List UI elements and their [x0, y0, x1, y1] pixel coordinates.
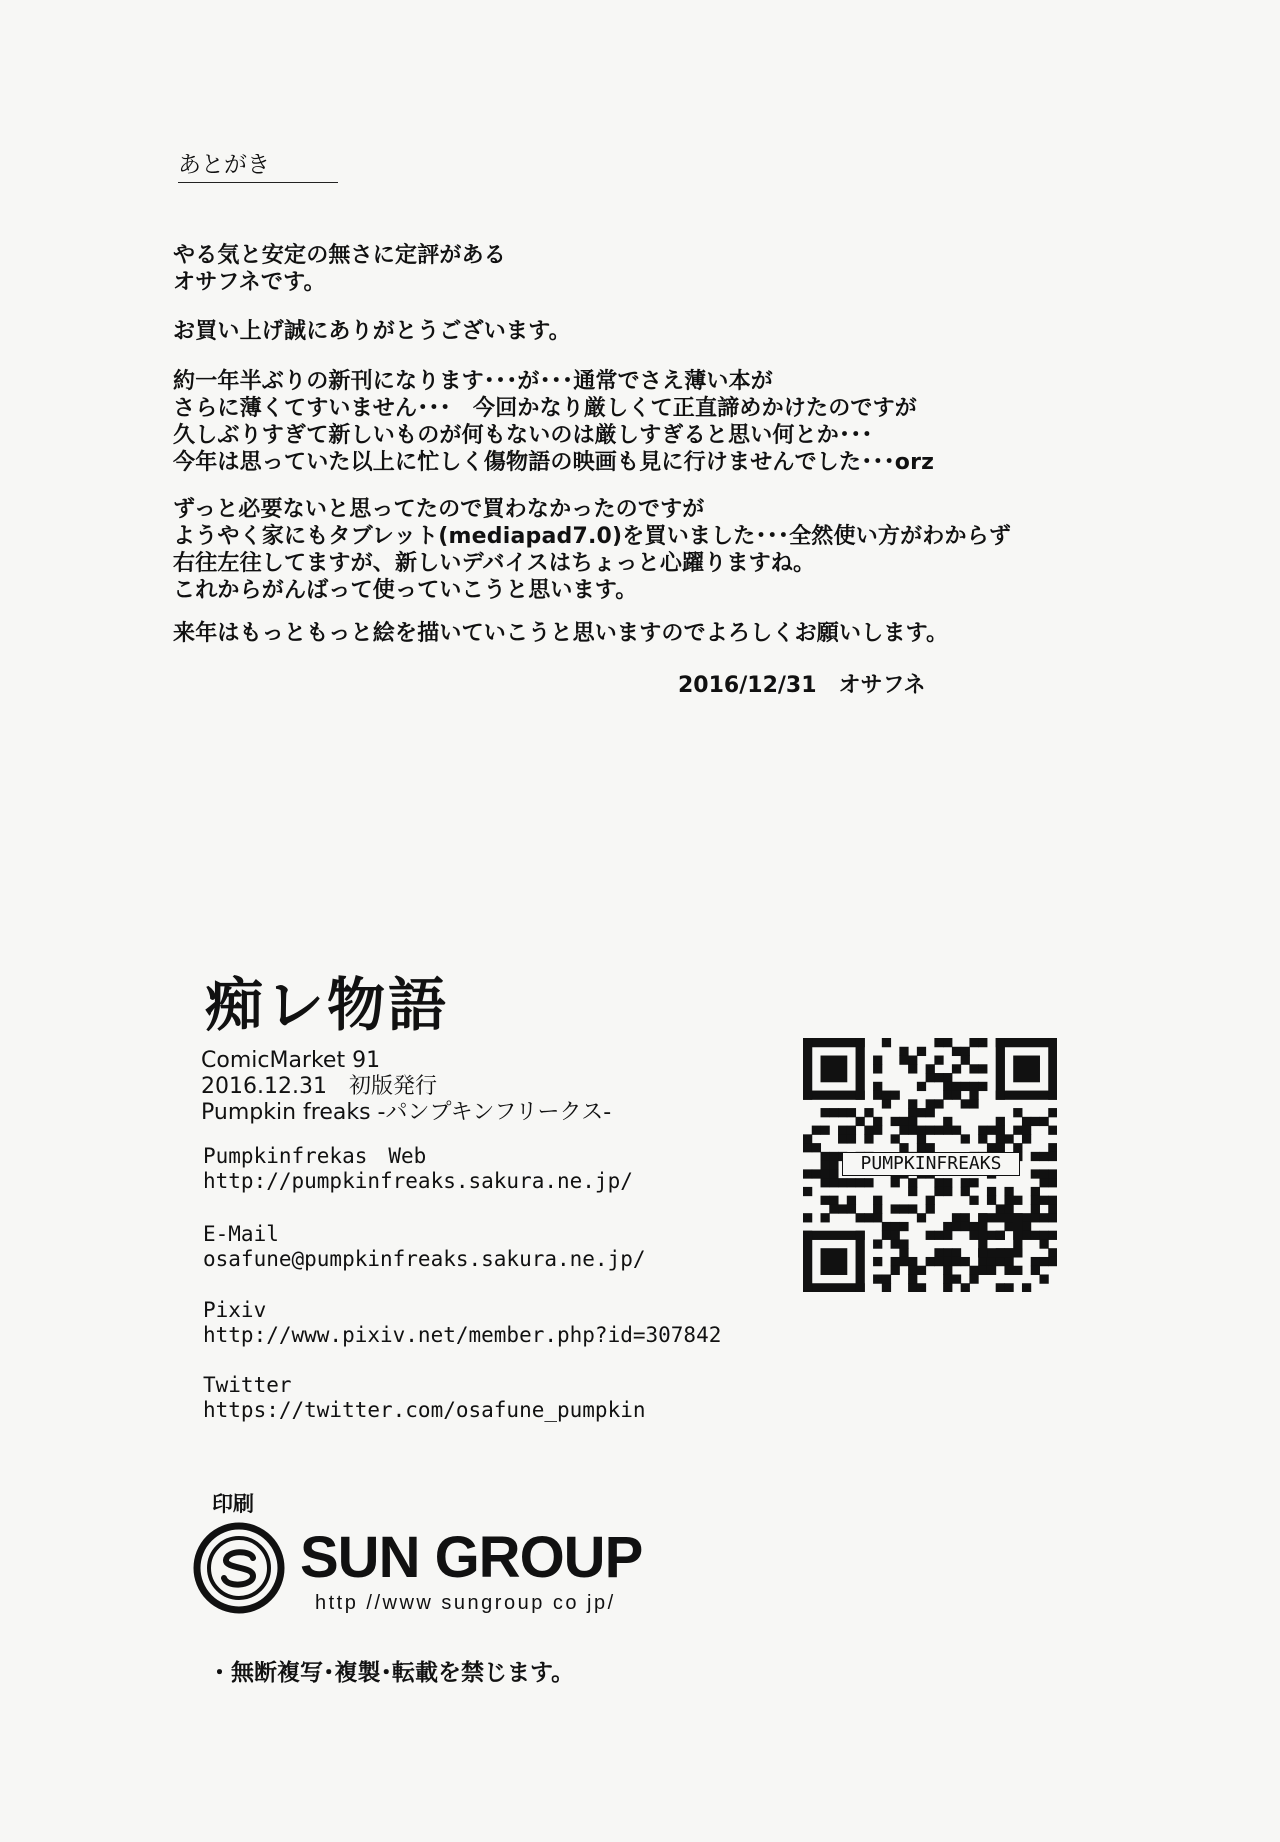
afterword-paragraph: [173, 620, 948, 647]
afterword-signature: 2016/12/31 オサフネ: [678, 673, 926, 698]
book-title: 痴レ物語: [205, 971, 450, 1039]
afterword-line: さらに薄くてすいません･･･ 今回かなり厳しくて正直諦めかけたのですが: [173, 396, 918, 421]
afterword-line: ようやく家にもタブレット(mediapad7.0)を買いました･･･全然使い方がわからず: [173, 524, 1012, 549]
contact-label: Pumpkinfrekas Web: [203, 1144, 427, 1168]
afterword-paragraph: [173, 496, 1011, 604]
afterword-line: これからがんばって使っていこうと思います。: [173, 578, 638, 603]
email-contact: [203, 1222, 646, 1272]
afterword-line: ずっと必要ないと思ってたので買わなかったのですが: [173, 497, 705, 522]
email-address: osafune@pumpkinfreaks.sakura.ne.jp/: [203, 1247, 646, 1271]
afterword-paragraph: [173, 242, 506, 296]
printer-url: http //www sungroup co jp/: [315, 1592, 616, 1614]
afterword-line: やる気と安定の無さに定評がある: [173, 243, 507, 268]
publication-info: [201, 1048, 611, 1126]
afterword-paragraph: [173, 318, 571, 345]
afterword-line: 今年は思っていた以上に忙しく傷物語の映画も見に行けませんでした･･･orz: [173, 450, 935, 475]
contact-label: Pixiv: [203, 1298, 267, 1322]
afterword-line: 右往左往してますが、新しいデバイスはちょっと心躍りますね。: [173, 551, 816, 576]
pixiv-contact: [203, 1298, 721, 1348]
contact-label: Twitter: [203, 1373, 292, 1397]
afterword-heading: あとがき: [178, 146, 338, 183]
qr-label: PUMPKINFREAKS: [842, 1152, 1020, 1176]
contact-label: E-Mail: [203, 1222, 279, 1246]
event-name: ComicMarket 91: [201, 1048, 381, 1073]
copyright-notice: ・無断複写･複製･転載を禁じます。: [208, 1660, 575, 1686]
afterword-paragraph: [173, 368, 934, 476]
printer-label: 印刷: [212, 1492, 254, 1516]
twitter-url: https://twitter.com/osafune_pumpkin: [203, 1398, 646, 1422]
web-url: http://pumpkinfreaks.sakura.ne.jp/: [203, 1169, 633, 1193]
circle-name: Pumpkin freaks -パンプキンフリークス-: [201, 1100, 612, 1125]
printer-logo-text: SUN GROUP: [300, 1525, 643, 1590]
afterword-line: お買い上げ誠にありがとうございます。: [173, 319, 571, 344]
publication-date: 2016.12.31 初版発行: [201, 1074, 437, 1099]
afterword-line: 約一年半ぶりの新刊になります･･･が･･･通常でさえ薄い本が: [173, 369, 774, 394]
afterword-line: オサフネです。: [173, 270, 326, 295]
web-contact: [203, 1144, 633, 1194]
sun-group-logo-icon: [193, 1522, 285, 1614]
afterword-line: 来年はもっともっと絵を描いていこうと思いますのでよろしくお願いします。: [173, 621, 949, 646]
afterword-line: 久しぶりすぎて新しいものが何もないのは厳しすぎると思い何とか･･･: [173, 423, 873, 448]
pixiv-url: http://www.pixiv.net/member.php?id=307842: [203, 1323, 722, 1347]
twitter-contact: [203, 1373, 646, 1423]
